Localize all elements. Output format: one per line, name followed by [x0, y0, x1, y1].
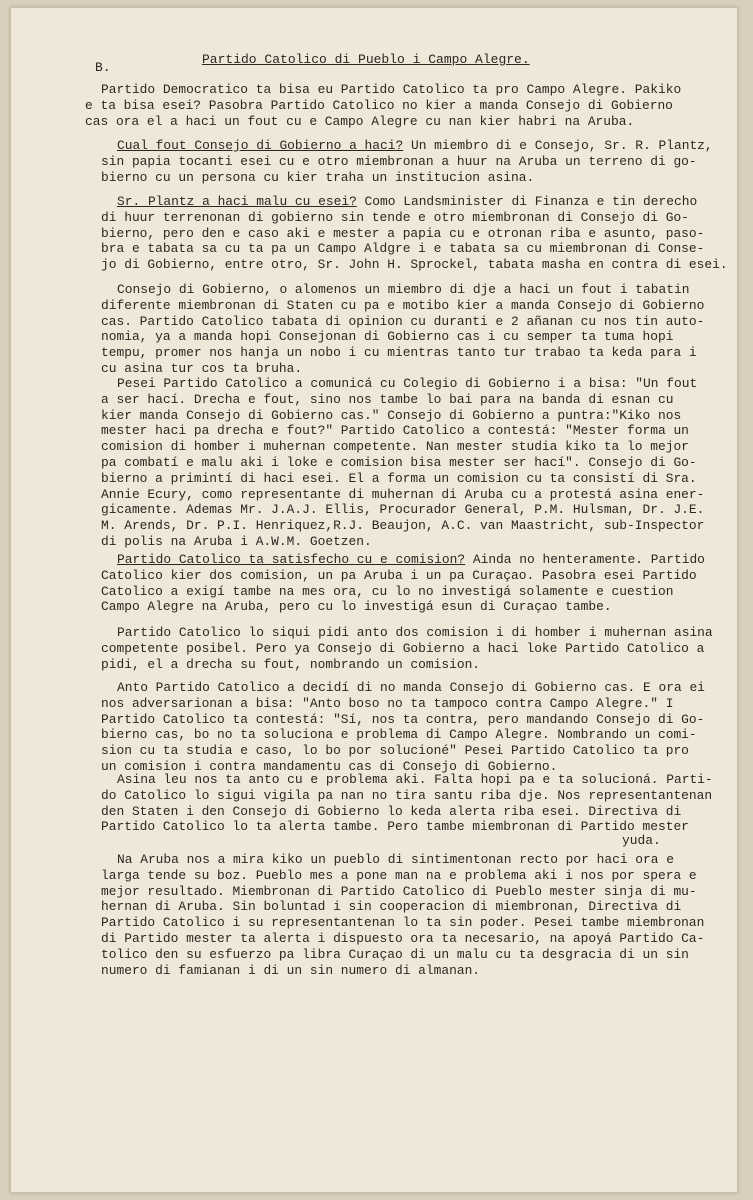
paragraph-7	[101, 625, 713, 672]
text-line: comision di homber i muhernan competente. Nan mester studia kiko ta lo mejor	[101, 439, 689, 455]
text-line: mejor resultado. Miembronan di Partido Catolico di Pueblo mester sinja di mu-	[101, 883, 697, 899]
text-line: gicamente. Ademas Mr. J.A.J. Ellis, Procurador General, P.M. Hulsman, Dr. J.E.	[101, 502, 705, 518]
text-line: den Staten i den Consejo di Gobierno lo keda alerta riba esei. Directiva di	[101, 803, 682, 819]
text-line: Partido Catolico lo siqui pidi anto dos comision i di homber i muhernan asina	[117, 625, 713, 640]
text-line: tempu, promer nos hanja un nobo i cu mientras tanto tur trabao ta keda para i	[101, 345, 697, 361]
paragraph-1	[85, 82, 682, 129]
paragraph-5	[101, 376, 705, 550]
question-heading: Cual fout Consejo di Gobierno a haci?	[117, 138, 404, 153]
text-line: mester haci pa drecha e fout?" Partido Catolico a contestá: "Mester forma un	[101, 423, 689, 439]
text-line: Catolico a exigí tambe na mes ora, cu lo no investigá solamente e cuestion	[101, 583, 674, 599]
paragraph-8	[101, 680, 705, 775]
text-line: bra e tabata sa cu ta pa un Campo Aldgre i e tabata sa cu miembronan di Conse-	[101, 241, 705, 257]
text-line: Campo Alegre na Aruba, pero cu lo investigá esun di Curaçao tambe.	[101, 599, 612, 615]
text-line: a ser hací. Drecha e fout, sino nos tambe lo bai para na banda di esnan cu	[101, 391, 674, 407]
paragraph-9	[101, 772, 713, 835]
text-line: cu asina tur cos ta bruha.	[101, 360, 303, 376]
text-line: pidi, el a drecha su fout, nombrando un comision.	[101, 656, 481, 672]
text-line: sin papia tocanti esei cu e otro miembronan a huur na Aruba un terreno di go-	[101, 153, 697, 169]
paragraph-2	[101, 138, 713, 185]
text-line: bierno cu un persona cu kier traha un institucion asina.	[101, 169, 535, 185]
question-heading: Sr. Plantz a haci malu cu esei?	[117, 194, 357, 209]
text-line: hernan di Aruba. Sin boluntad i sin cooperacion di miembronan, Directiva di	[101, 899, 682, 915]
text-line: cas ora el a haci un fout cu e Campo Alegre cu nan kier habri na Aruba.	[85, 113, 635, 129]
text-line: M. Arends, Dr. P.I. Henriquez,R.J. Beaujon, A.C. van Maastricht, sub-Inspector	[101, 518, 705, 534]
text-line: bierno, pero den e caso aki e mester a papia cu e otronan riba e asunto, paso-	[101, 225, 705, 241]
text-line: jo di Gobierno, entre otro, Sr. John H. Sprockel, tabata masha en contra di esei.	[101, 257, 728, 273]
text-line: Anto Partido Catolico a decidí di no manda Consejo di Gobierno cas. E ora ei	[117, 680, 705, 695]
text-line: di huur terrenonan di gobierno sin tende e otro miembronan di Consejo di Go-	[101, 209, 689, 225]
text-line: Partido Catolico ta contestá: "Sí, nos ta contra, pero mandando Consejo di Go-	[101, 711, 705, 727]
text-line: Partido Democratico ta bisa eu Partido Catolico ta pro Campo Alegre. Pakiko	[101, 82, 682, 97]
text-line: pa combatí e malu aki i loke e comision bisa mester ser hací". Consejo di Go-	[101, 454, 697, 470]
text-line: kier manda Consejo di Gobierno cas." Consejo di Gobierno a puntra:"Kiko nos	[101, 407, 682, 423]
text-line: nomia, ya a manda hopi Consejonan di Gobierno cas i cu semper ta tuma hopi	[101, 329, 674, 345]
text-line: tolico den su esfuerzo pa libra Curaçao di un malu cu ta desgracia di un sin	[101, 946, 689, 962]
text-line: di polis na Aruba i A.W.M. Goetzen.	[101, 533, 372, 549]
text-line: Ainda no henteramente. Partido	[465, 552, 705, 567]
text-line: numero di famianan i di un sin numero di almanan.	[101, 962, 481, 978]
document-title: Partido Catolico di Pueblo i Campo Alegre.	[202, 52, 530, 67]
text-line: sion cu ta studia e caso, lo bo por solucioné" Pesei Partido Catolico ta pro	[101, 743, 689, 759]
text-line: do Catolico lo sigui vigila pa nan no tira santu riba dje. Nos representantenan	[101, 787, 713, 803]
text-line: Annie Ecury, como representante di muhernan di Aruba cu a protestá asina ener-	[101, 486, 705, 502]
question-heading: Partido Catolico ta satisfecho cu e comision?	[117, 552, 466, 567]
text-line: competente posibel. Pero ya Consejo di Gobierno a haci loke Partido Catolico a	[101, 640, 705, 656]
text-line: Consejo di Gobierno, o alomenos un miembro di dje a haci un fout i tabatin	[117, 282, 690, 297]
text-line: larga tende su boz. Pueblo mes a pone man na e problema aki i nos por spera e	[101, 867, 697, 883]
section-marker: B.	[95, 60, 111, 75]
line-tail: yuda.	[622, 833, 661, 848]
text-line: Catolico kier dos comision, un pa Aruba i un pa Curaçao. Pasobra esei Partido	[101, 567, 697, 583]
text-line: nos adversarionan a bisa: "Anto boso no ta tampoco contra Campo Alegre." I	[101, 695, 674, 711]
text-line: bierno a primintí di haci esei. El a forma un comision cu ta consistí di Sra.	[101, 470, 697, 486]
paragraph-4	[101, 282, 705, 377]
text-line: Na Aruba nos a mira kiko un pueblo di sintimentonan recto por haci ora e	[117, 852, 674, 867]
text-line: diferente miembronan di Staten cu pa e motibo kier a manda Consejo di Gobierno	[101, 297, 705, 313]
text-line: di Partido mester ta alerta i dispuesto ora ta necesario, na apoyá Partido Ca-	[101, 930, 705, 946]
text-line: Partido Catolico lo ta alerta tambe. Pero tambe miembronan di Partido mester	[101, 819, 689, 835]
text-line: un comision i contra mandamentu cas di Consejo di Gobierno.	[101, 758, 558, 774]
text-line: Un miembro di e Consejo, Sr. R. Plantz,	[403, 138, 713, 153]
paragraph-6	[101, 552, 705, 615]
text-line: Partido Catolico i su representantenan lo ta sin poder. Pesei tambe miembronan	[101, 915, 705, 931]
text-line: cas. Partido Catolico tabata di opinion cu duranti e 2 añanan cu nos tin auto-	[101, 313, 705, 329]
text-line: e ta bisa esei? Pasobra Partido Catolico no kier a manda Consejo di Gobierno	[85, 97, 673, 113]
text-line: Pesei Partido Catolico a comunicá cu Colegio di Gobierno i a bisa: "Un fout	[117, 376, 698, 391]
paragraph-10	[101, 852, 705, 978]
text-line: Como Landsminister di Finanza e tin derecho	[356, 194, 698, 209]
paragraph-3	[101, 194, 728, 273]
text-line: Asina leu nos ta anto cu e problema aki. Falta hopi pa e ta solucioná. Parti-	[117, 772, 713, 787]
text-line: bierno cas, bo no ta soluciona e problema di Campo Alegre. Nombrando un comi-	[101, 727, 697, 743]
